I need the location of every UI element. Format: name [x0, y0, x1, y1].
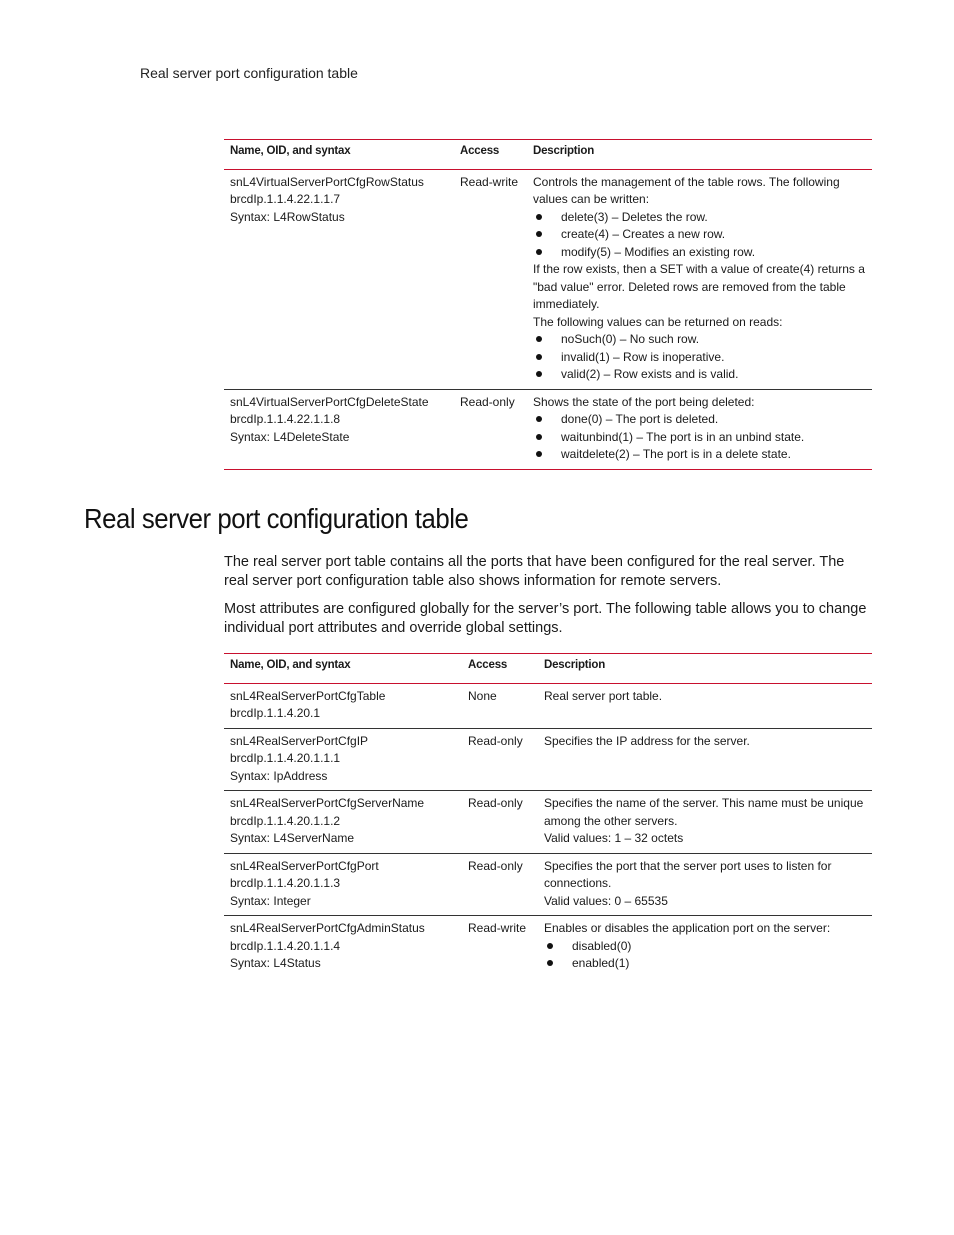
object-name: snL4RealServerPortCfgTable — [230, 688, 386, 703]
object-name: snL4RealServerPortCfgPort — [230, 858, 379, 873]
name-cell — [224, 853, 462, 916]
list-item: waitunbind(1) – The port is in an unbind state. — [533, 429, 866, 447]
running-header: Real server port configuration table — [140, 65, 358, 81]
object-syntax: Syntax: Integer — [230, 893, 311, 908]
col-header-access: Access — [462, 654, 538, 684]
table-row — [224, 169, 872, 389]
description-cell — [538, 728, 872, 791]
access-cell: Read-only — [462, 791, 538, 854]
name-cell — [224, 791, 462, 854]
list-item: create(4) – Creates a new row. — [533, 226, 866, 244]
description-text: Specifies the port that the server port uses to listen for connections. — [544, 858, 832, 890]
object-oid: brcdIp.1.1.4.22.1.1.7 — [230, 192, 341, 206]
access-cell: Read-write — [454, 169, 527, 389]
object-oid: brcdIp.1.1.4.20.1 — [230, 706, 321, 720]
object-name: snL4VirtualServerPortCfgRowStatus — [230, 174, 424, 189]
col-header-access: Access — [454, 140, 527, 170]
table-row — [224, 728, 872, 791]
object-name: snL4RealServerPortCfgIP — [230, 733, 369, 748]
description-cell — [538, 791, 872, 854]
name-cell — [224, 728, 462, 791]
object-name: snL4VirtualServerPortCfgDeleteState — [230, 394, 429, 409]
bullet-list — [533, 331, 866, 384]
object-syntax: Syntax: IpAddress — [230, 768, 328, 783]
section-title: Real server port configuration table — [84, 503, 469, 534]
description-text: If the row exists, then a SET with a value of create(4) returns a "bad value" error. Deleted rows are removed from the table immediately. — [533, 262, 865, 311]
valid-values-text: Valid values: 1 – 32 octets — [544, 831, 684, 845]
col-header-name: Name, OID, and syntax — [224, 140, 454, 170]
col-header-description: Description — [538, 654, 872, 684]
object-syntax: Syntax: L4RowStatus — [230, 209, 345, 224]
name-cell — [224, 389, 454, 469]
table-row — [224, 916, 872, 978]
name-cell — [224, 169, 454, 389]
description-cell — [538, 683, 872, 728]
valid-values-text: Valid values: 0 – 65535 — [544, 893, 668, 908]
object-oid: brcdIp.1.1.4.20.1.1.2 — [230, 813, 341, 828]
table-header-row — [224, 140, 872, 170]
description-text: Controls the management of the table rows. The following values can be written: — [533, 174, 840, 206]
list-item: modify(5) – Modifies an existing row. — [533, 244, 866, 262]
bullet-list — [533, 411, 866, 464]
object-syntax: Syntax: L4DeleteState — [230, 429, 350, 444]
object-syntax: Syntax: L4Status — [230, 956, 321, 970]
object-oid: brcdIp.1.1.4.20.1.1.3 — [230, 876, 341, 890]
list-item: delete(3) – Deletes the row. — [533, 209, 866, 227]
description-text: Enables or disables the application port on the server: — [544, 921, 831, 935]
description-text: Shows the state of the port being deleted: — [533, 394, 755, 409]
virtual-server-port-table — [224, 139, 872, 470]
object-syntax: Syntax: L4ServerName — [230, 831, 355, 845]
object-oid: brcdIp.1.1.4.20.1.1.4 — [230, 938, 341, 953]
description-text: The following values can be returned on reads: — [533, 314, 783, 329]
list-item: waitdelete(2) – The port is in a delete state. — [533, 446, 866, 464]
real-server-port-table — [224, 653, 872, 978]
description-cell — [527, 389, 872, 469]
access-cell: Read-only — [454, 389, 527, 469]
bullet-list — [533, 209, 866, 262]
table-row — [224, 389, 872, 469]
list-item: done(0) – The port is deleted. — [533, 411, 866, 429]
list-item: enabled(1) — [544, 955, 866, 973]
access-cell: None — [462, 683, 538, 728]
description-text: Specifies the IP address for the server. — [544, 733, 750, 748]
intro-paragraph: The real server port table contains all the ports that have been configured for the real server. The real server port configuration table also shows information for remote servers. — [224, 554, 845, 589]
object-name: snL4RealServerPortCfgServerName — [230, 796, 425, 810]
description-cell — [538, 853, 872, 916]
col-header-description: Description — [527, 140, 872, 170]
list-item: invalid(1) – Row is inoperative. — [533, 349, 866, 367]
description-text: Real server port table. — [544, 688, 663, 703]
list-item: disabled(0) — [544, 938, 866, 956]
description-cell — [538, 916, 872, 978]
table-row — [224, 791, 872, 854]
object-oid: brcdIp.1.1.4.22.1.1.8 — [230, 412, 341, 426]
table-row — [224, 683, 872, 728]
table-row — [224, 853, 872, 916]
list-item: noSuch(0) – No such row. — [533, 331, 866, 349]
object-oid: brcdIp.1.1.4.20.1.1.1 — [230, 751, 341, 765]
table-header-row — [224, 654, 872, 684]
name-cell — [224, 916, 462, 978]
intro-paragraph: Most attributes are configured globally for the server’s port. The following table allows you to change individual port attributes and override global settings. — [224, 601, 867, 636]
bullet-list — [544, 938, 866, 973]
object-name: snL4RealServerPortCfgAdminStatus — [230, 921, 425, 935]
col-header-name: Name, OID, and syntax — [224, 654, 462, 684]
access-cell: Read-only — [462, 728, 538, 791]
access-cell: Read-only — [462, 853, 538, 916]
list-item: valid(2) – Row exists and is valid. — [533, 366, 866, 384]
name-cell — [224, 683, 462, 728]
description-text: Specifies the name of the server. This name must be unique among the other servers. — [544, 796, 864, 828]
description-cell — [527, 169, 872, 389]
access-cell: Read-write — [468, 921, 527, 935]
